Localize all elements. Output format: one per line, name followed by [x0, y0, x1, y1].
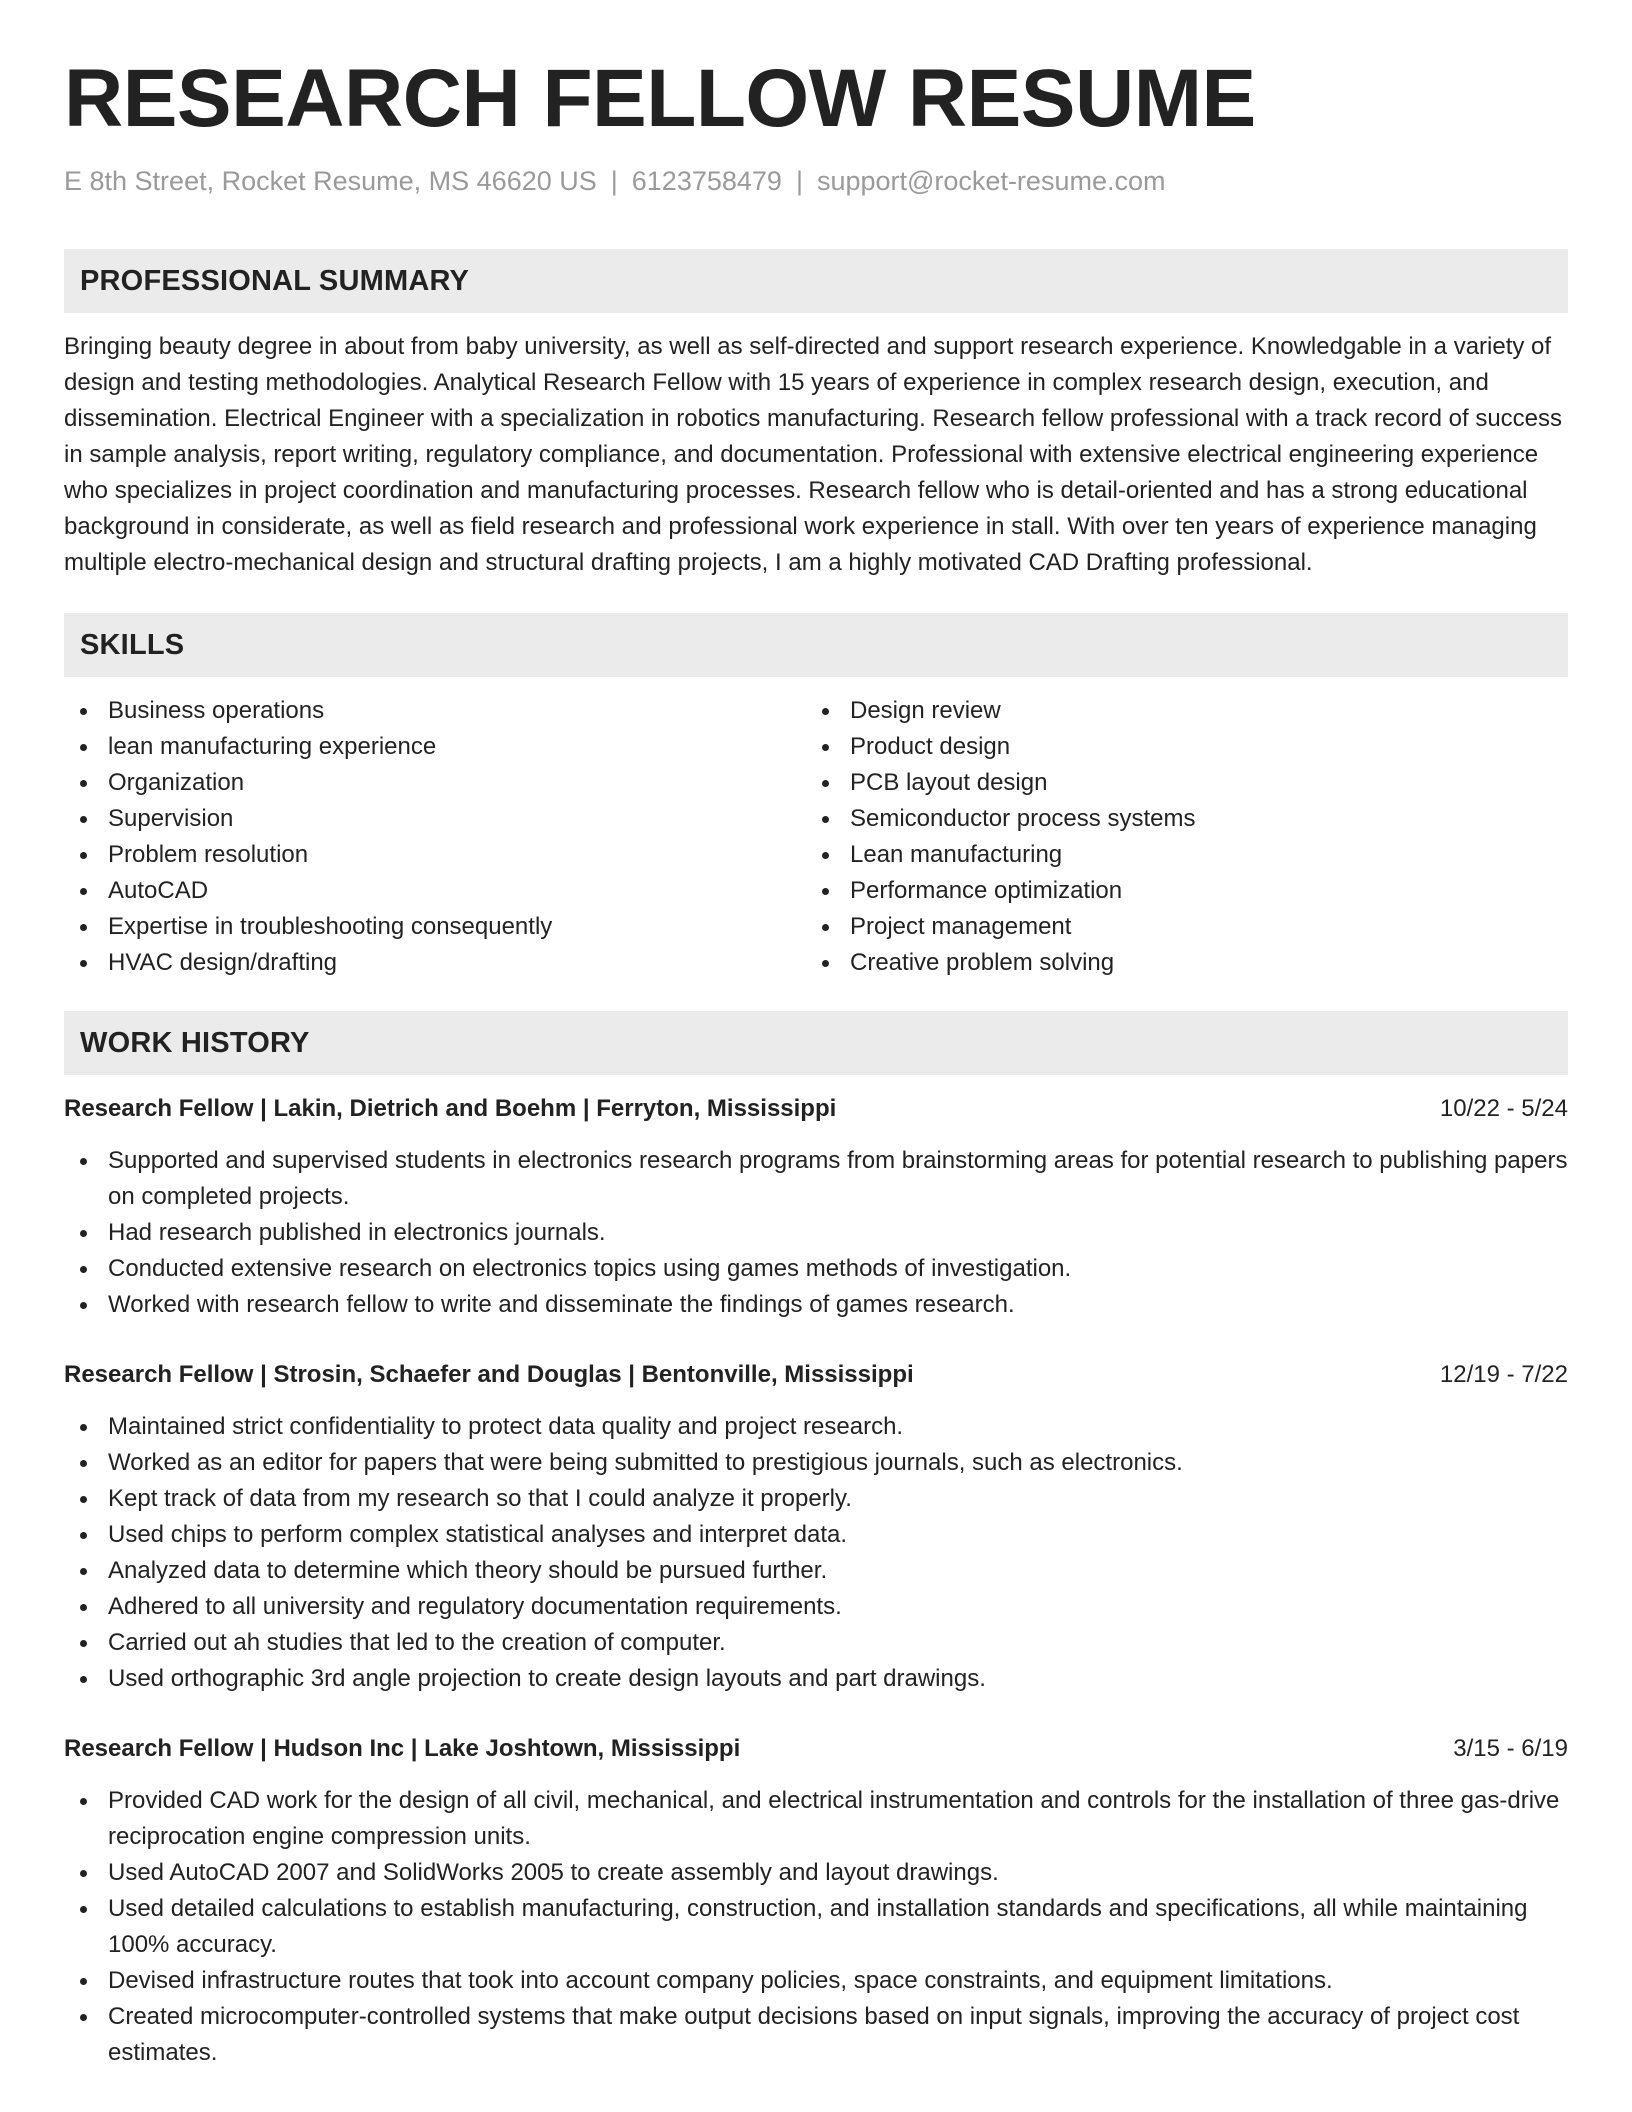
- skill-item: Business operations: [64, 693, 806, 729]
- skill-item: Expertise in troubleshooting consequently: [64, 909, 806, 945]
- skills-section-header: [64, 613, 1568, 677]
- contact-email: support@rocket-resume.com: [816, 166, 1166, 197]
- skills-left-list: [64, 693, 806, 981]
- skill-item: Design review: [806, 693, 1548, 729]
- job-bullets: [64, 1409, 1568, 1697]
- skill-item: Organization: [64, 765, 806, 801]
- skill-item: HVAC design/drafting: [64, 945, 806, 981]
- job-dates: 12/19 - 7/22: [1439, 1361, 1568, 1389]
- job-header: [64, 1091, 1568, 1127]
- job-bullet: Used orthographic 3rd angle projection to create design layouts and part drawings.: [64, 1661, 1568, 1697]
- job-title: Research Fellow | Hudson Inc | Lake Joshtown, Mississippi: [64, 1735, 741, 1763]
- job-bullet: Provided CAD work for the design of all civil, mechanical, and electrical instrumentation and controls for the installation of three gas-drive reciprocation engine compression units.: [64, 1783, 1568, 1855]
- job-header: [64, 1731, 1568, 1767]
- contact-address: E 8th Street, Rocket Resume, MS 46620 US: [64, 166, 597, 197]
- job-bullet: Supported and supervised students in electronics research programs from brainstorming areas for potential research to publishing papers on completed projects.: [64, 1143, 1568, 1215]
- skill-item: PCB layout design: [806, 765, 1548, 801]
- job-bullets: [64, 1783, 1568, 2071]
- work-heading: WORK HISTORY: [80, 1026, 310, 1059]
- job-dates: 10/22 - 5/24: [1439, 1095, 1568, 1123]
- skills-columns: [64, 693, 1568, 981]
- job-bullet: Used chips to perform complex statistical analyses and interpret data.: [64, 1517, 1568, 1553]
- job-bullet: Maintained strict confidentiality to protect data quality and project research.: [64, 1409, 1568, 1445]
- skill-item: Performance optimization: [806, 873, 1548, 909]
- contact-separator: |: [795, 166, 803, 197]
- job-bullet: Used detailed calculations to establish manufacturing, construction, and installation standards and specifications, all while maintaining 100% accuracy.: [64, 1891, 1568, 1963]
- resume-title: RESEARCH FELLOW RESUME: [64, 53, 1256, 144]
- skill-item: Problem resolution: [64, 837, 806, 873]
- job-dates: 3/15 - 6/19: [1453, 1735, 1568, 1763]
- skill-item: Project management: [806, 909, 1548, 945]
- job-bullet: Adhered to all university and regulatory documentation requirements.: [64, 1589, 1568, 1625]
- work-section-header: [64, 1011, 1568, 1075]
- skill-item: Supervision: [64, 801, 806, 837]
- contact-separator: |: [610, 166, 618, 197]
- skill-item: Semiconductor process systems: [806, 801, 1548, 837]
- job-bullet: Worked with research fellow to write and disseminate the findings of games research.: [64, 1287, 1568, 1323]
- job-bullets: [64, 1143, 1568, 1323]
- summary-section-header: [64, 249, 1568, 313]
- job-bullet: Devised infrastructure routes that took into account company policies, space constraints, and equipment limitations.: [64, 1963, 1568, 1999]
- job-bullet: Carried out ah studies that led to the creation of computer.: [64, 1625, 1568, 1661]
- skill-item: Lean manufacturing: [806, 837, 1548, 873]
- contact-phone: 6123758479: [631, 166, 782, 197]
- job-bullet: Worked as an editor for papers that were being submitted to prestigious journals, such as electronics.: [64, 1445, 1568, 1481]
- job-entry: [64, 1091, 1568, 1323]
- contact-line: [64, 164, 1568, 199]
- skills-right-list: [806, 693, 1548, 981]
- job-entry: [64, 1731, 1568, 2071]
- work-history-list: [64, 1091, 1568, 2071]
- summary-heading: PROFESSIONAL SUMMARY: [80, 264, 470, 297]
- job-bullet: Created microcomputer-controlled systems that make output decisions based on input signals, improving the accuracy of project cost estimates.: [64, 1999, 1568, 2071]
- skill-item: AutoCAD: [64, 873, 806, 909]
- skills-heading: SKILLS: [80, 628, 185, 661]
- resume-page: [64, 52, 1568, 2071]
- job-bullet: Conducted extensive research on electronics topics using games methods of investigation.: [64, 1251, 1568, 1287]
- summary-text: Bringing beauty degree in about from baby university, as well as self-directed and support research experience. Knowledgable in a variety of design and testing methodologies. Analytical Research Fellow with 15 years of experience in complex research design, execution, and dissemination. Electrical Engineer with a specialization in robotics manufacturing. Research fellow professional with a track record of success in sample analysis, report writing, regulatory compliance, and documentation. Professional with extensive electrical engineering experience who specializes in project coordination and manufacturing processes. Research fellow who is detail-oriented and has a strong educational background in considerate, as well as field research and professional work experience in stall. With over ten years of experience managing multiple electro-mechanical design and structural drafting projects, I am a highly motivated CAD Drafting professional.: [64, 333, 1563, 577]
- job-bullet: Used AutoCAD 2007 and SolidWorks 2005 to create assembly and layout drawings.: [64, 1855, 1568, 1891]
- job-bullet: Analyzed data to determine which theory should be pursued further.: [64, 1553, 1568, 1589]
- skill-item: Creative problem solving: [806, 945, 1548, 981]
- job-entry: [64, 1357, 1568, 1697]
- job-bullet: Had research published in electronics journals.: [64, 1215, 1568, 1251]
- job-bullet: Kept track of data from my research so that I could analyze it properly.: [64, 1481, 1568, 1517]
- job-title: Research Fellow | Lakin, Dietrich and Boehm | Ferryton, Mississippi: [64, 1095, 837, 1123]
- job-header: [64, 1357, 1568, 1393]
- skill-item: Product design: [806, 729, 1548, 765]
- skill-item: lean manufacturing experience: [64, 729, 806, 765]
- job-title: Research Fellow | Strosin, Schaefer and Douglas | Bentonville, Mississippi: [64, 1361, 914, 1389]
